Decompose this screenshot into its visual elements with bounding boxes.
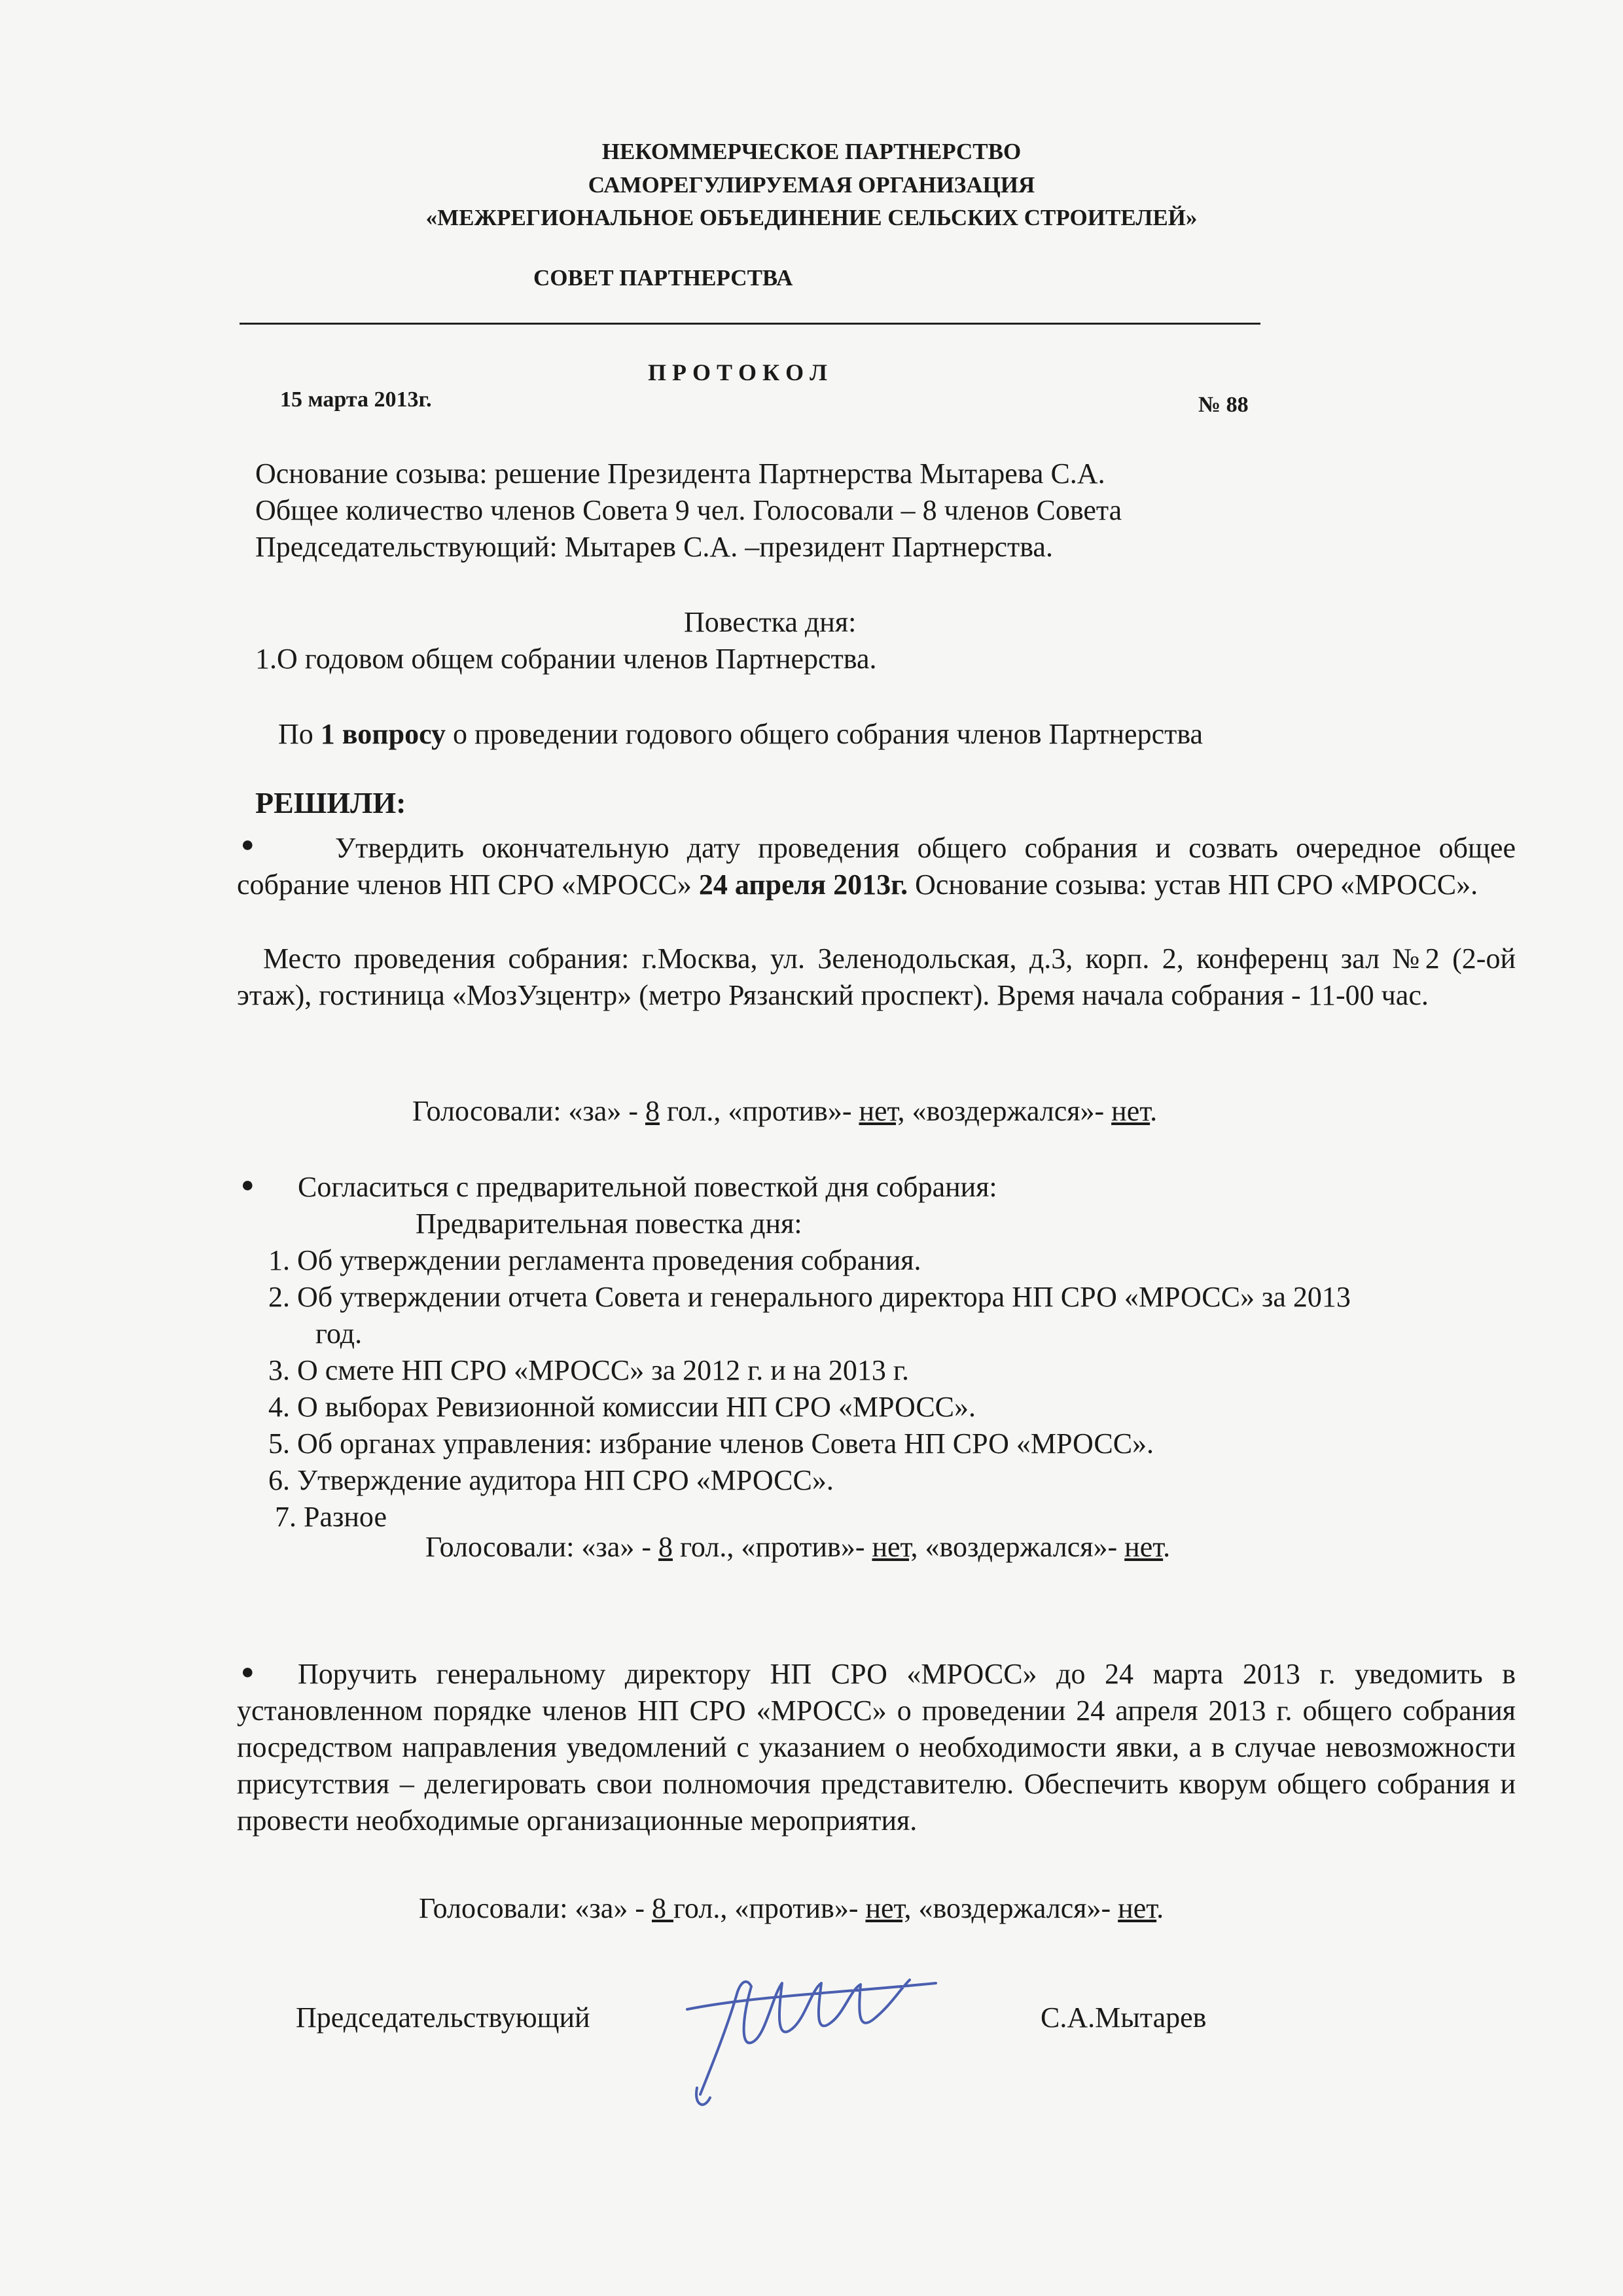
- council-title: СОВЕТ ПАРТНЕРСТВА: [533, 265, 793, 291]
- vote-3-mid2: «воздержался»-: [911, 1892, 1118, 1924]
- question-prefix: По: [278, 718, 321, 750]
- prelim-item-2-cont: год.: [315, 1318, 363, 1350]
- vote-2-mid2: «воздержался»-: [918, 1531, 1125, 1563]
- council-members: Общее количество членов Совета 9 чел. Голосовали – 8 членов Совета: [255, 494, 1122, 526]
- vote-2-for: 8: [658, 1531, 673, 1563]
- bullet-2: ●: [241, 1173, 255, 1197]
- vote-1-mid2: «воздержался»-: [904, 1095, 1112, 1127]
- signatory-name: С.А.Мытарев: [1041, 2001, 1207, 2034]
- vote-result-1: [412, 1093, 1157, 1130]
- signature-role: Председательствующий: [296, 2001, 590, 2034]
- vote-result-2: [425, 1529, 1170, 1566]
- vote-3-end: .: [1156, 1892, 1164, 1924]
- decision-1-date: 24 апреля 2013г.: [698, 869, 908, 901]
- vote-2-end: .: [1163, 1531, 1171, 1563]
- vote-3-mid: гол., «против»-: [673, 1892, 866, 1924]
- protocol-date: 15 марта 2013г.: [280, 387, 432, 412]
- agenda-item-1: 1.О годовом общем собрании членов Партнерства.: [255, 643, 877, 675]
- decision-3-text: Поручить генеральному директору НП СРО «МРОСС» до 24 марта 2013 г. уведомить в установленном порядке членов НП СРО «МРОСС» о проведении 24 апреля 2013 г. общего собрания посредством направления уведомлений с указанием о необходимости явки, а в случае невозможности присутствия – делегировать свои полномочия представителю. Обеспечить кворум общего собрания и провести необходимые организационные мероприятия.: [237, 1658, 1516, 1837]
- question-number: 1 вопросу: [320, 718, 446, 750]
- prelim-item-2: 2. Об утверждении отчета Совета и генерального директора НП СРО «МРОСС» за 2013: [268, 1281, 1351, 1313]
- protocol-number: № 88: [1198, 393, 1249, 417]
- prelim-item-3: 3. О смете НП СРО «МРОСС» за 2012 г. и на 2013 г.: [268, 1354, 909, 1386]
- vote-2-against: нет,: [872, 1531, 918, 1563]
- decision-2-text: Согласиться с предварительной повесткой дня собрания:: [298, 1171, 997, 1203]
- prelim-item-6: 6. Утверждение аудитора НП СРО «МРОСС».: [268, 1464, 834, 1496]
- vote-2-abstained: нет: [1124, 1531, 1164, 1563]
- meeting-place: Место проведения собрания: г.Москва, ул. Зеленодольская, д.3, корп. 2, конференц зал №2 (2-ой этаж), гостиница «МозУзцентр» (метро Рязанский проспект). Время начала собрания - 11-00 час.: [237, 942, 1516, 1011]
- agenda-title: Повестка дня:: [684, 606, 857, 638]
- chairperson: Председательствующий: Мытарев С.А. –президент Партнерства.: [255, 531, 1053, 563]
- vote-2-label: Голосовали: «за» -: [425, 1531, 658, 1563]
- prelim-item-5: 5. Об органах управления: избрание членов Совета НП СРО «МРОСС».: [268, 1427, 1154, 1460]
- vote-1-against: нет,: [859, 1095, 905, 1127]
- vote-1-label: Голосовали: «за» -: [412, 1095, 645, 1127]
- vote-1-mid: гол., «против»-: [659, 1095, 859, 1127]
- vote-1-end: .: [1150, 1095, 1158, 1127]
- preliminary-agenda-title: Предварительная повестка дня:: [416, 1208, 802, 1240]
- convocation-basis: Основание созыва: решение Президента Партнерства Мытарева С.А.: [255, 457, 1105, 490]
- handwritten-signature: [674, 1957, 949, 2114]
- vote-result-3: [419, 1890, 1164, 1927]
- org-name-line1: НЕКОММЕРЧЕСКОЕ ПАРТНЕРСТВО: [601, 139, 1022, 164]
- vote-3-for: 8: [651, 1892, 673, 1924]
- decision-1-part1: Утвердить окончательную дату проведения общего собрания и созвать очередное общее собрание членов НП СРО «МРОСС»: [237, 832, 1516, 901]
- vote-3-abstained: нет: [1118, 1892, 1157, 1924]
- vote-1-abstained: нет: [1111, 1095, 1150, 1127]
- decision-1-part2: Основание созыва: устав НП СРО «МРОСС».: [908, 869, 1478, 901]
- decision-1-text: [237, 830, 1516, 903]
- header-divider: [240, 323, 1260, 325]
- vote-3-against: нет,: [865, 1892, 912, 1924]
- decided-heading: РЕШИЛИ:: [255, 786, 406, 819]
- prelim-item-7: 7. Разное: [275, 1501, 387, 1533]
- vote-2-mid: гол., «против»-: [672, 1531, 872, 1563]
- org-name-line3: «МЕЖРЕГИОНАЛЬНОЕ ОБЪЕДИНЕНИЕ СЕЛЬСКИХ СТРОИТЕЛЕЙ»: [425, 205, 1198, 230]
- bullet-1: ●: [241, 833, 255, 857]
- question-text: о проведении годового общего собрания членов Партнерства: [446, 718, 1204, 750]
- vote-3-label: Голосовали: «за» -: [419, 1892, 652, 1924]
- vote-1-for: 8: [645, 1095, 660, 1127]
- question-heading: [278, 716, 1203, 753]
- prelim-item-4: 4. О выборах Ревизионной комиссии НП СРО «МРОСС».: [268, 1391, 976, 1423]
- prelim-item-1: 1. Об утверждении регламента проведения собрания.: [268, 1244, 921, 1276]
- protocol-title: П Р О Т О К О Л: [648, 359, 827, 386]
- org-name-line2: САМОРЕГУЛИРУЕМАЯ ОРГАНИЗАЦИЯ: [588, 172, 1035, 198]
- bullet-3: ●: [241, 1660, 255, 1684]
